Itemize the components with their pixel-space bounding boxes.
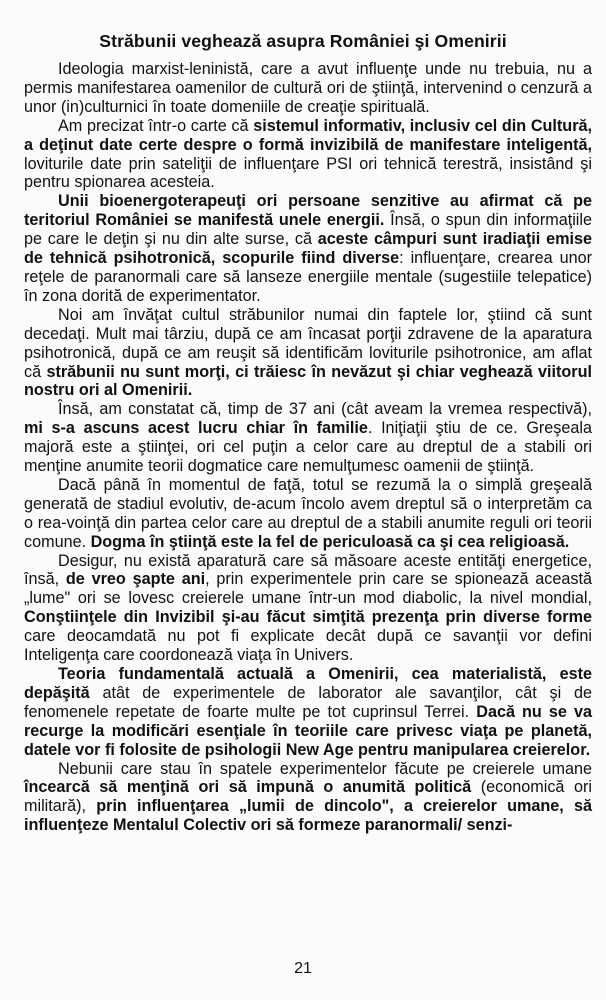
paragraph [24, 760, 592, 836]
paragraph [24, 60, 592, 117]
bold-text-run: Unii bioenergoterapeuţi ori persoane senzitive au afirmat că pe teritoriul României se manifestă unele energii. [24, 192, 592, 230]
bold-text-run: sistemul informativ, inclusiv cel din Cultură, a deţinut date certe despre o formă invizibilă de manifestare inteligentă, [24, 116, 592, 154]
paragraph [24, 665, 592, 760]
bold-text-run: Teoria fundamentală actuală a Omenirii, cea materialistă, este depăşită [24, 665, 592, 702]
bold-text-run: mi s-a ascuns acest lucru chiar în familie [24, 419, 368, 438]
bold-text-run: străbunii nu sunt morţi, ci trăiesc în nevăzut şi chiar veghează viitorul nostru ori al Omenirii. [24, 362, 592, 400]
text-run: Însă, o spun din informaţiile pe care le deţin şi nu din alte surse, că [24, 211, 592, 249]
bold-text-run: de vreo şapte ani [65, 570, 206, 589]
bold-text-run: Dogma în ştiinţă este la fel de periculoasă ca şi cea religioasă. [90, 532, 570, 551]
text-run: Dacă până în momentul de faţă, totul se rezumă la o simplă greşeală generată de stadiul evolutiv, de-acum încolo avem dreptul să o interpretăm ca o rea-voinţă din partea celor care au dreptul de a stabili anumite reguli ori teorii comune. [24, 475, 592, 551]
bold-text-run: încearcă să menţină ori să impună o anumită politică [24, 778, 472, 797]
paragraph [24, 400, 592, 476]
paragraph [24, 192, 592, 305]
bold-text-run: prin influenţarea „lumii de dincolo", a creierelor umane, să influenţeze Mentalul Colectiv ori să formeze paranormali/ senzi- [24, 797, 592, 835]
bold-text-run: Dacă nu se va recurge la modificări esenţiale în teoriile care privesc viaţa pe planetă, datele vor fi folosite de psihologii New Age pentru manipularea creierelor. [24, 702, 593, 759]
bold-text-run: aceste câmpuri sunt iradiaţii emise de tehnică psihotronică, scopurile fiind diverse [24, 230, 592, 268]
page-title: Străbunii veghează asupra României şi Omenirii [99, 31, 507, 51]
text-run: loviturile date prin sateliţii de influenţare PSI ori tehnică terestră, insistând şi pentru spionarea acesteia. [24, 154, 592, 192]
text-run: Ideologia marxist-leninistă, care a avut influenţe unde nu trebuia, nu a permis manifestarea oamenilor de cultură ori de ştiinţă, intervenind o cenzură a unor (in)culturnici în toate domeniile de creaţie spirituală. [24, 60, 592, 116]
paragraph [24, 306, 592, 401]
paragraph [24, 476, 592, 552]
text-run: care deocamdată nu pot fi explicate decât după ce savanţii vor defini Inteligenţa care coordonează viaţa în Univers. [24, 627, 592, 665]
text-run: Desigur, nu există aparatură care să măsoare aceste entităţi energetice, însă, [24, 551, 592, 589]
paragraph [24, 552, 592, 665]
text-run: Însă, am constatat că, timp de 37 ani (cât aveam la vremea respectivă), [58, 400, 592, 419]
text-run: . Iniţiaţii ştiu de ce. Greşeala majoră este a ştiinţei, ori cel puţin a celor care au dreptul de a stabili ori menţine anumite teorii dogmatice care nemulţumesc oamenii de ştiinţă. [24, 419, 592, 476]
text-run: Am precizat într-o carte că [58, 116, 254, 135]
text-run: atât de experimentele de laborator ale savanţilor, cât şi de fenomenele repetate de foarte multe pe tot cuprinsul Terrei. [24, 683, 592, 721]
body-text [24, 60, 592, 835]
text-run: : influenţare, crearea unor reţele de paranormali care să lanseze energiile mentale (sugestiile telepatice) în zona dorită de experimentator. [24, 249, 592, 305]
page-number: 21 [294, 960, 312, 977]
text-run: Noi am învăţat cultul străbunilor numai din faptele lor, ştiind că sunt decedaţi. Mult mai târziu, după ce am încasat porţii zdravene de la aparatura psihotronică, după ce am reuşit să identificăm loviturile psihotronice, am aflat că [24, 305, 592, 381]
bold-text-run: Conştiinţele din Invizibil şi-au făcut simţită prezenţa prin diverse forme [24, 608, 592, 627]
text-run: , prin experimentele prin care se spionează această „lume" ori se lovesc creierele umane într-un mod diabolic, la nivel mondial, [24, 570, 592, 608]
text-run: Nebunii care stau în spatele experimentelor făcute pe creierele umane [58, 759, 592, 778]
paragraph [24, 117, 592, 193]
text-run: (economică ori militară), [24, 778, 592, 816]
